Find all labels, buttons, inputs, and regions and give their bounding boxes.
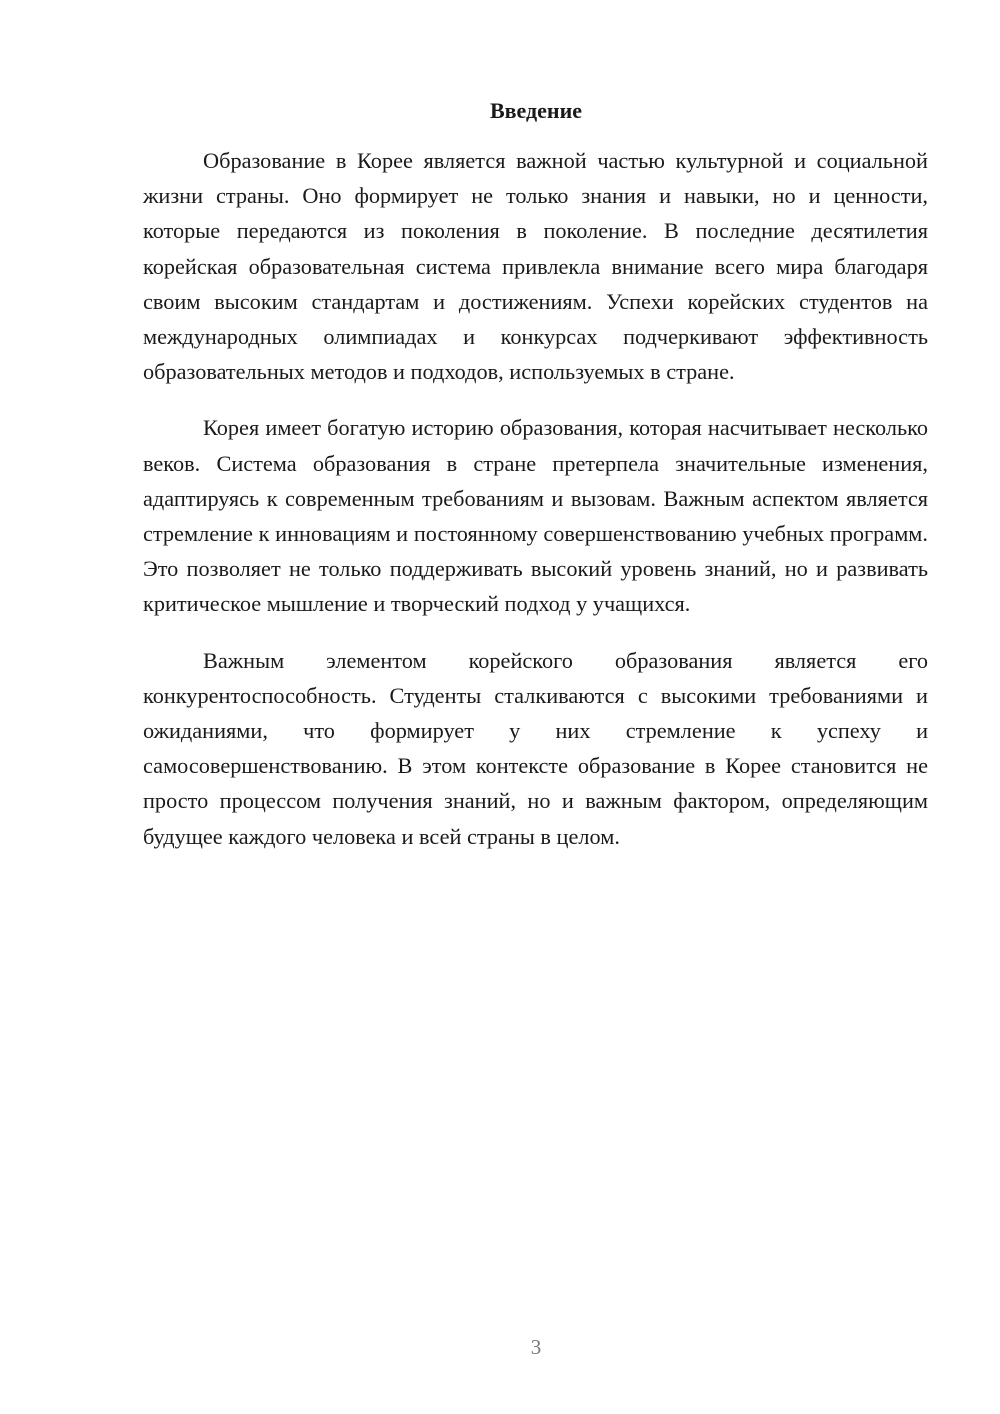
page-number: 3 (530, 1335, 542, 1359)
section-heading: Введение (489, 98, 583, 123)
body-text (143, 143, 928, 875)
paragraph-2: Корея имеет богатую историю образования, которая насчитывает несколько веков. Система образования в стране претерпела значительные изменения, адаптируясь к современным требованиям и вызовам. Важным аспектом является стремление к инновациям и постоянному совершенствованию учебных программ. Это позволяет не только поддерживать высокий уровень знаний, но и развивать критическое мышление и творческий подход у учащихся. (143, 415, 928, 617)
paragraph-1: Образование в Корее является важной частью культурной и социальной жизни страны. Оно формирует не только знания и навыки, но и ценности, которые передаются из поколения в поколение. В последние десятилетия корейская образовательная система привлекла внимание всего мира благодаря своим высоким стандартам и достижениям. Успехи корейских студентов на международных олимпиадах и конкурсах подчеркивают эффективность образовательных методов и подходов, используемых в стране. (143, 148, 928, 385)
paragraph-3: Важным элементом корейского образования является его конкурентоспособность. Студенты сталкиваются с высокими требованиями и ожиданиями, что формирует у них стремление к успеху и самосовершенствованию. В этом контексте образование в Корее становится не просто процессом получения знаний, но и важным фактором, определяющим будущее каждого человека и всей страны в целом. (143, 647, 928, 849)
